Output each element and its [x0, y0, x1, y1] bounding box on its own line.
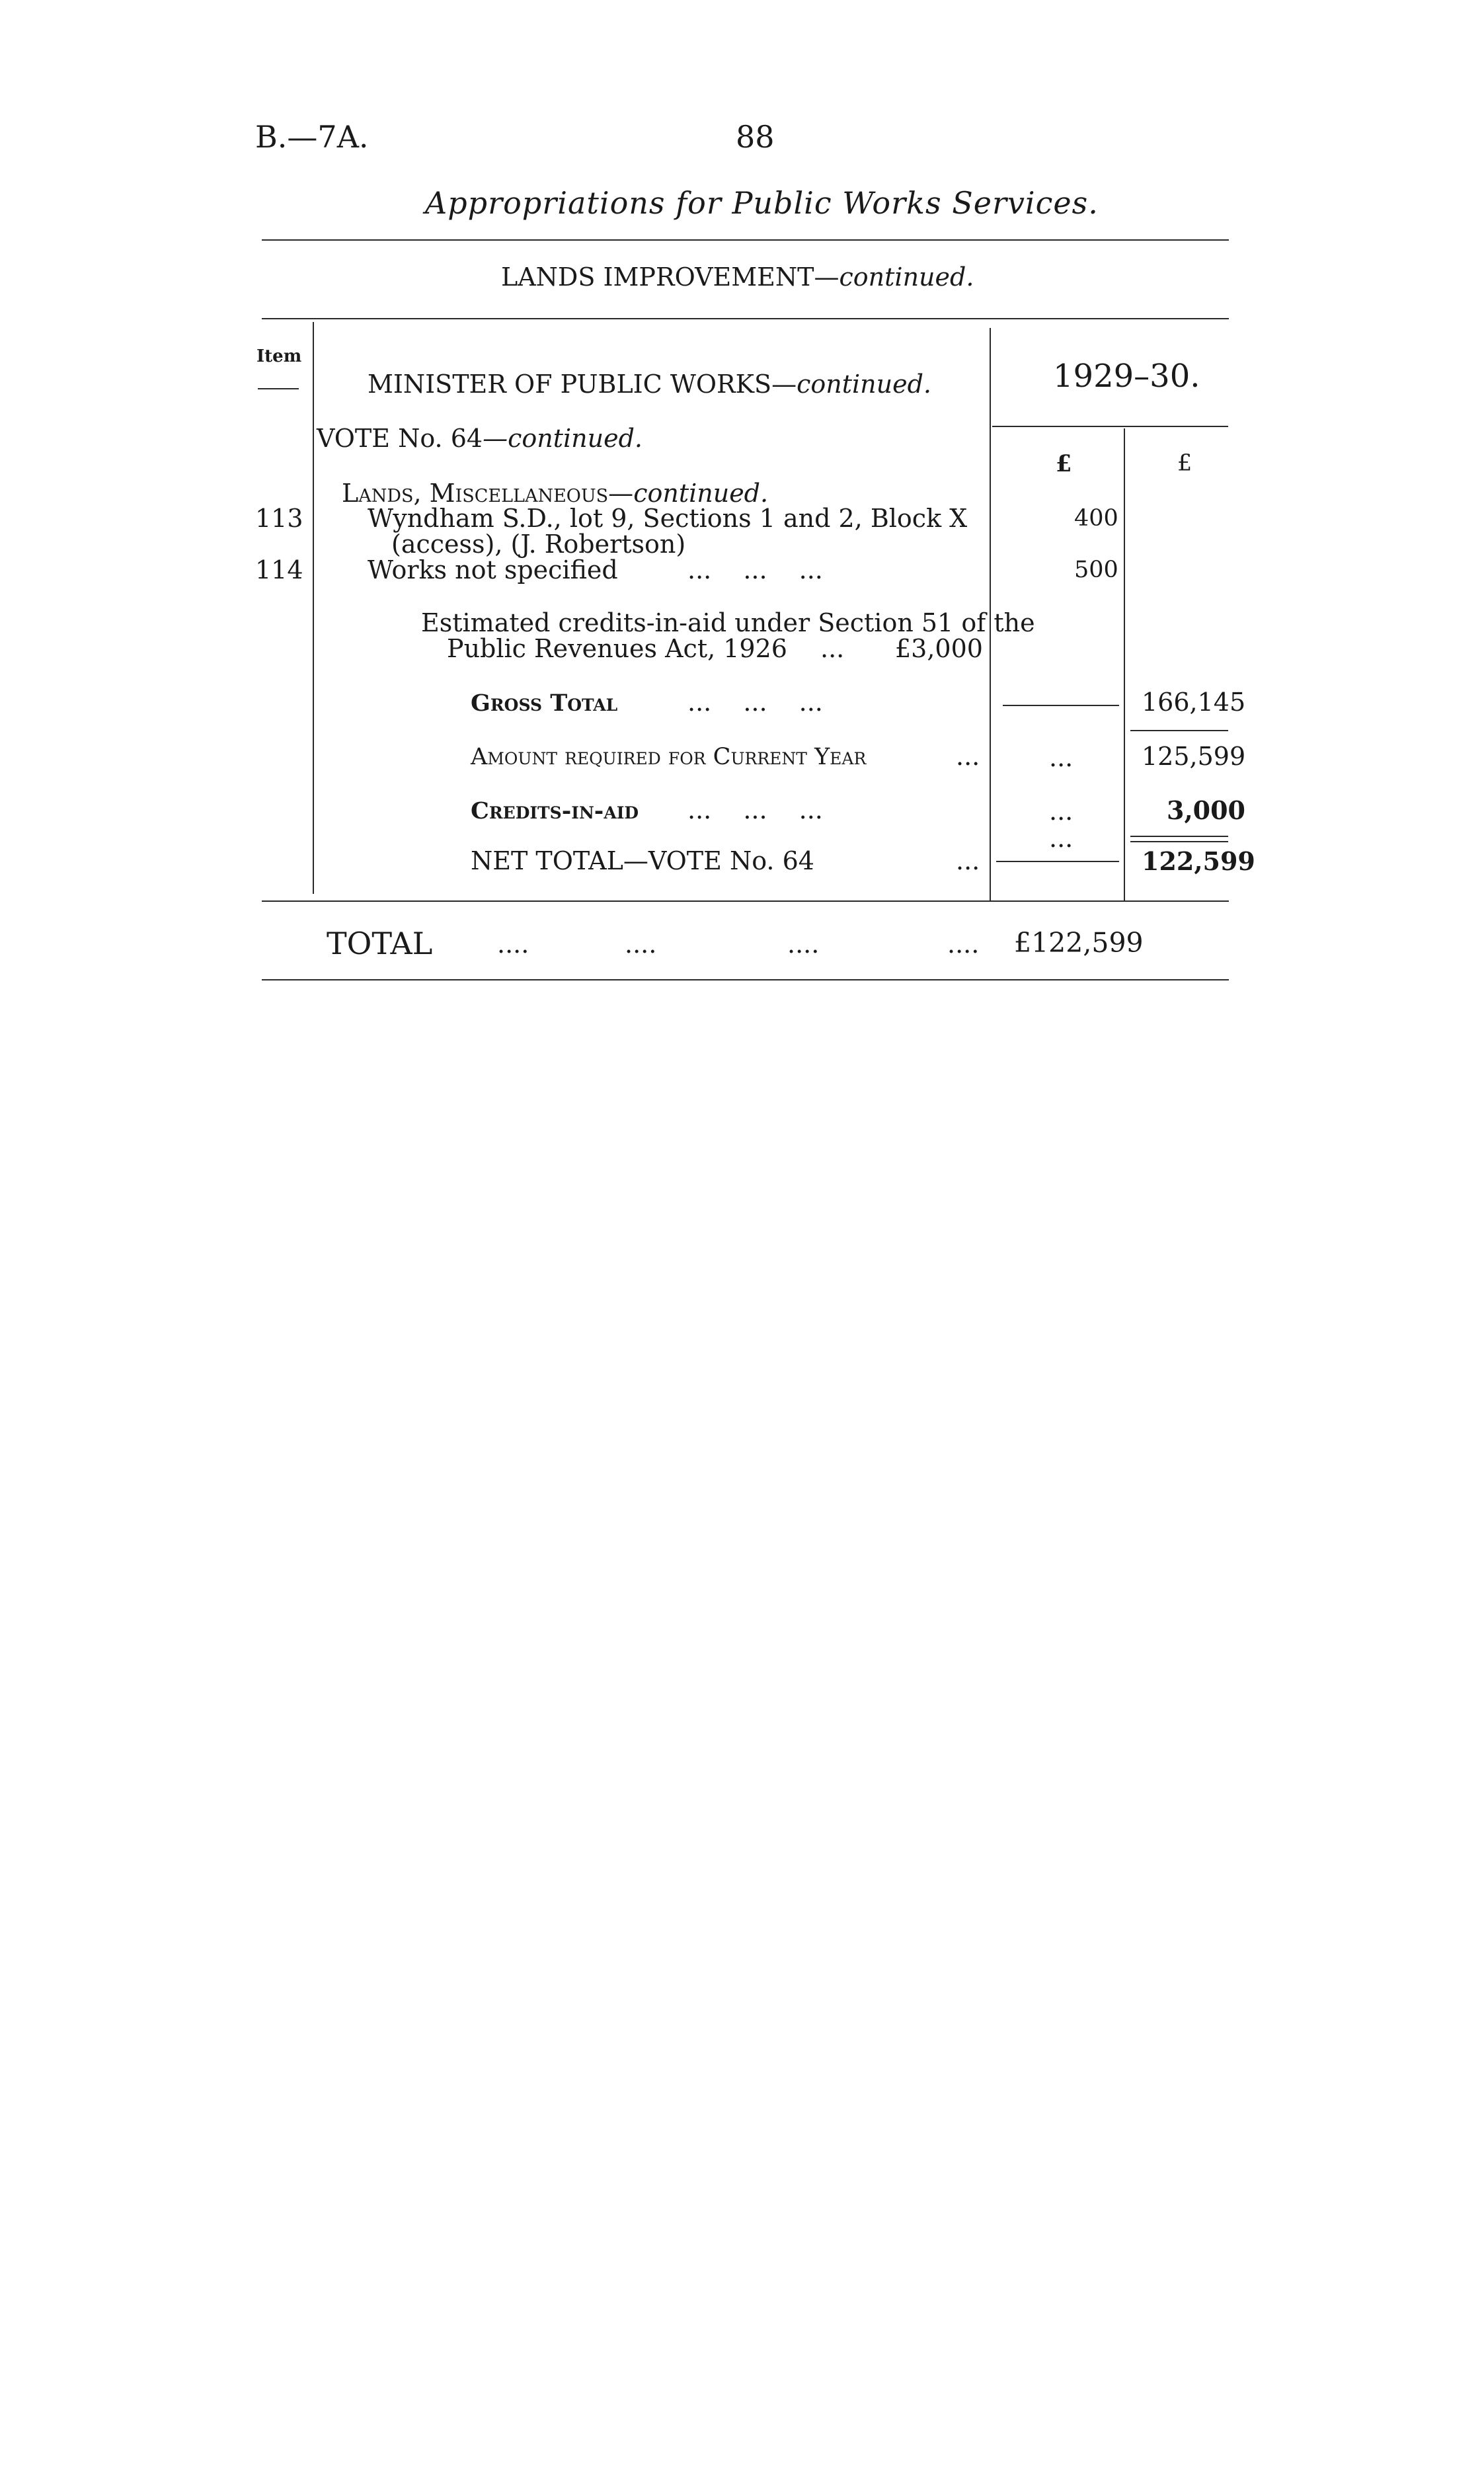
rule-top — [262, 239, 1229, 241]
section-heading-cont: continued. — [633, 479, 769, 508]
rule-total-column — [1124, 428, 1125, 900]
rule-bottom — [262, 979, 1229, 980]
leader-dots: ... — [956, 742, 980, 771]
credits-note-cont: Public Revenues Act, 1926 — [447, 634, 787, 663]
item-description: Wyndham S.D., lot 9, Sections 1 and 2, Block X — [368, 504, 968, 533]
rule-col1-net — [996, 861, 1119, 862]
minister-heading-main: MINISTER OF PUBLIC WORKS— — [368, 370, 797, 399]
gross-total-label: Gross Total — [471, 690, 618, 717]
leader-dots: .... — [947, 930, 980, 959]
minister-heading — [368, 370, 931, 399]
section-heading-main: Lands, Miscellaneous— — [342, 479, 634, 508]
rule-table-bottom — [262, 900, 1229, 902]
item-amount: 400 — [1074, 505, 1118, 532]
item-amount: 500 — [1074, 557, 1118, 583]
rule-gross-underline — [1130, 730, 1228, 731]
credits-value: 3,000 — [1167, 795, 1245, 825]
rule-col1-gross — [1003, 705, 1119, 706]
vote-heading-main: VOTE No. 64 — [317, 424, 483, 453]
credits-label: Credits-in-aid — [471, 797, 639, 824]
leader-dots: ... — [956, 846, 980, 875]
rule-item-column — [313, 322, 314, 894]
section-subtitle-cont: continued. — [839, 262, 974, 292]
item-description-cont: (access), (J. Robertson) — [391, 530, 686, 559]
year-heading: 1929–30. — [1053, 358, 1200, 395]
currency-symbol-col1: £ — [1056, 450, 1072, 477]
item-number: 114 — [255, 555, 303, 584]
leader-dots: .... — [625, 930, 657, 959]
gross-total-value: 166,145 — [1142, 688, 1246, 717]
minister-heading-cont: continued. — [797, 370, 931, 399]
leader-dots: .... — [787, 930, 820, 959]
item-description: Works not specified — [368, 555, 618, 584]
amount-required-value: 125,599 — [1142, 742, 1246, 771]
currency-symbol-col2: £ — [1177, 450, 1192, 477]
leader-dots: ... ... ... — [687, 555, 823, 584]
item-number: 113 — [255, 504, 303, 533]
amount-required-label: Amount required for Current Year — [471, 744, 867, 770]
item-header-dash — [258, 388, 299, 389]
leader-dots: ... ... ... — [687, 795, 823, 824]
leader-dots: ... ... ... — [687, 688, 823, 717]
net-total-col1-dots: ... — [1049, 824, 1074, 853]
page-number: 88 — [736, 119, 775, 155]
amount-required-col1-dots: ... — [1049, 743, 1074, 772]
total-label: TOTAL — [327, 926, 433, 961]
rule-credits-underline-2 — [1130, 841, 1228, 842]
section-subtitle-main: LANDS IMPROVEMENT— — [501, 262, 840, 292]
credits-note: Estimated credits-in-aid under Section 51 of the — [421, 608, 1035, 637]
leader-dots: .... — [497, 930, 529, 959]
credits-col1-dots: ... — [1049, 797, 1074, 826]
document-reference: B.—7A. — [255, 119, 369, 155]
item-column-header: Item — [256, 346, 302, 366]
total-value: £122,599 — [1014, 927, 1144, 959]
vote-heading-cont: —continued. — [483, 424, 643, 453]
vote-heading — [317, 424, 643, 453]
rule-table-top — [262, 318, 1229, 319]
rule-year-underline — [992, 426, 1228, 427]
credits-note-amount: £3,000 — [895, 634, 983, 663]
page-title: Appropriations for Public Works Services. — [425, 185, 1099, 221]
net-total-label: NET TOTAL—VOTE No. 64 — [471, 846, 814, 875]
net-total-value: 122,599 — [1142, 846, 1255, 876]
section-subtitle — [501, 262, 974, 292]
leader-dots: ... — [820, 634, 845, 663]
rule-credits-underline — [1130, 836, 1228, 837]
